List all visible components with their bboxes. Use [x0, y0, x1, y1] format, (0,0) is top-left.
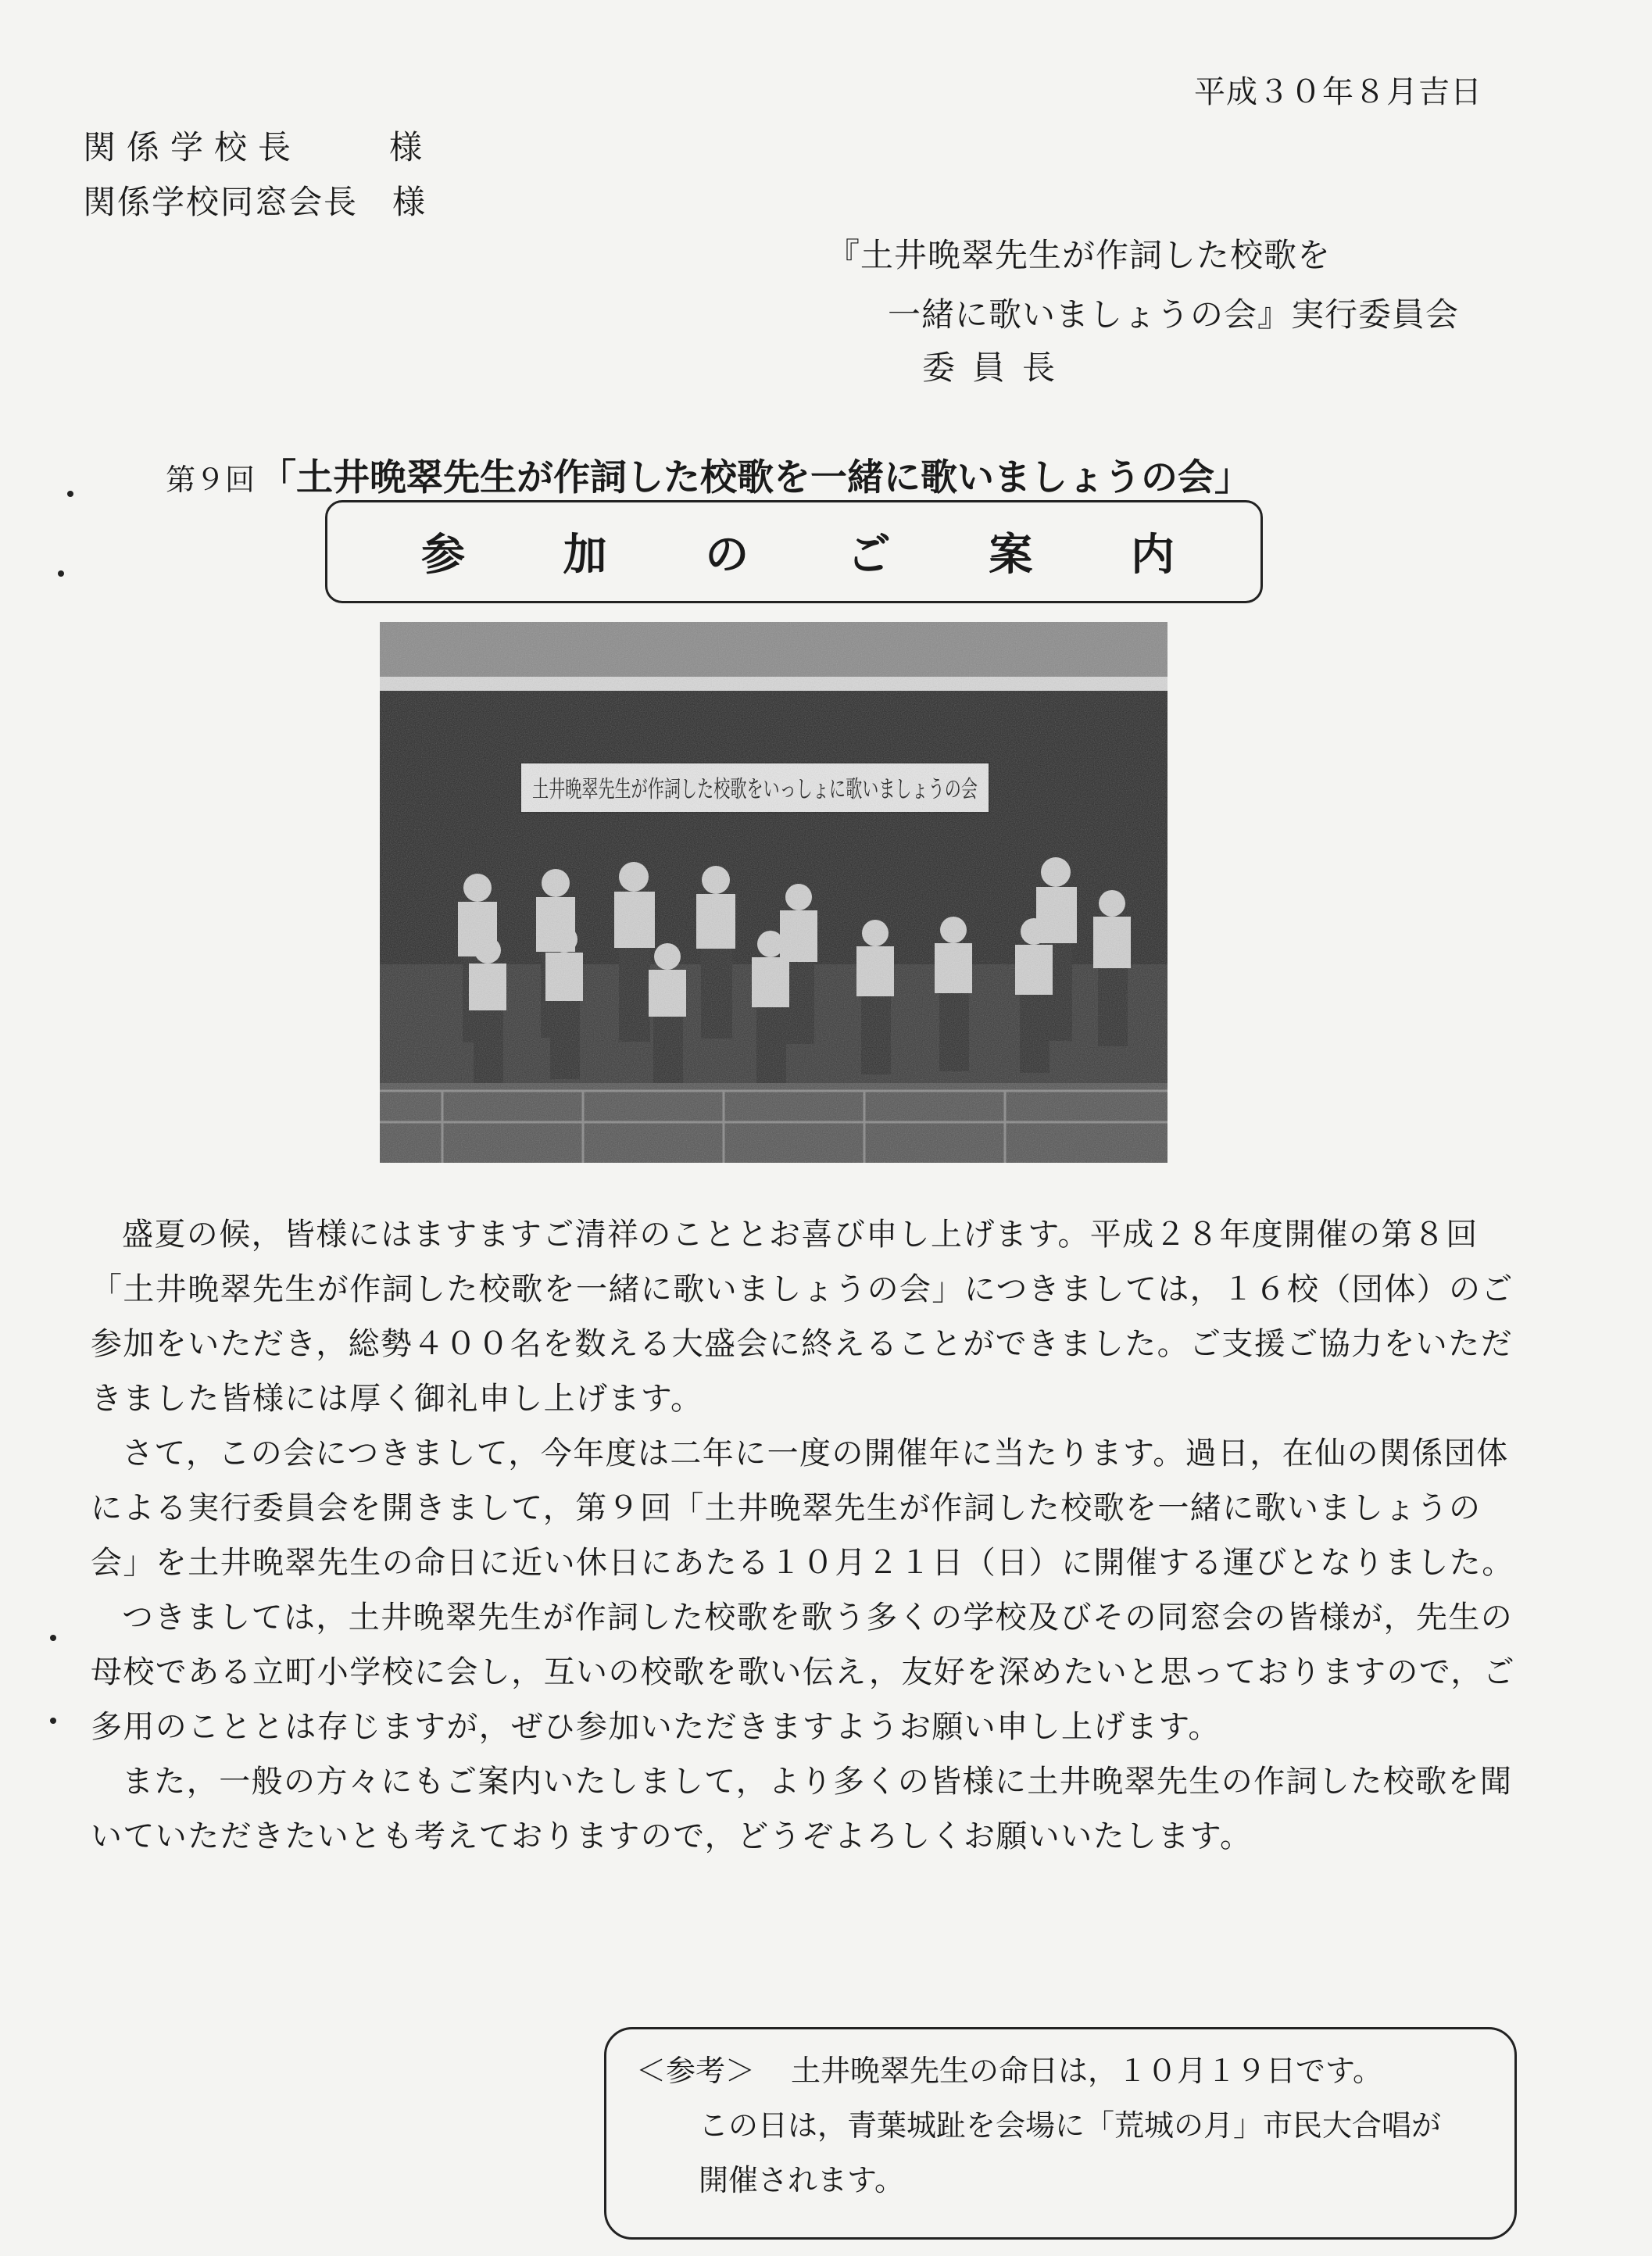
heading-char: 参	[421, 530, 465, 581]
document-date: 平成３０年８月吉日	[1194, 74, 1482, 110]
scan-mark	[67, 491, 73, 497]
body-paragraph: 盛夏の候，皆様にはますますご清祥のこととお喜び申し上げます。平成２８年度開催の第８回「土井晩翠先生が作詞した校歌を一緒に歌いましょうの会」につきましては，１６校（団体）のご参加をいただき，総勢４００名を数える大盛会に終えることができました。ご支援ご協力をいただきました皆様には厚く御礼申し上げます。	[91, 1217, 1514, 1417]
addressee-principals: 関係学校長 様	[83, 128, 434, 166]
body-paragraph: つきましては，土井晩翠先生が作詞した校歌を歌う多くの学校及びその同窓会の皆様が，先生の母校である立町小学校に会し，互いの校歌を歌い伝え，友好を深めたいと思っておりますので，ご多用のこととは存じますが，ぜひ参加いただきますようお願い申し上げます。	[91, 1600, 1516, 1745]
body-paragraph: さて，この会につきまして，今年度は二年に一度の開催年に当たります。過日，在仙の関係団体による実行委員会を開きまして，第９回「土井晩翠先生が作詞した校歌を一緒に歌いましょうの会」を土井晩翠先生の命日に近い休日にあたる１０月２１日（日）に開催する運びとなりました。	[91, 1435, 1514, 1581]
scan-mark	[58, 570, 64, 577]
body-paragraph: また，一般の方々にもご案内いたしまして，より多くの皆様に土井晩翠先生の作詞した校歌を聞いていただきたいとも考えておりますので，どうぞよろしくお願いいたします。	[91, 1764, 1513, 1854]
addressee-alumni-presidents: 関係学校同窓会長 様	[83, 183, 427, 221]
event-number: 第９回	[166, 463, 256, 497]
reference-label: ＜参考＞	[636, 2054, 756, 2088]
invitation-heading-box	[325, 500, 1263, 603]
reference-line-1	[636, 2043, 1499, 2098]
event-photo	[380, 622, 1167, 1163]
scan-mark	[50, 1635, 56, 1641]
heading-char: 加	[563, 530, 607, 581]
heading-char: 案	[989, 530, 1033, 581]
event-name: 「土井晩翠先生が作詞した校歌を一緒に歌いましょうの会」	[259, 456, 1252, 499]
event-title	[166, 449, 1251, 501]
reference-line-2: この日は，青葉城趾を会場に「荒城の月」市民大合唱が	[699, 2108, 1442, 2143]
sender-line-1: 『土井晩翠先生が作詞した校歌を	[827, 236, 1332, 274]
reference-line-3: 開催されます。	[699, 2163, 904, 2197]
reference-note-box	[604, 2027, 1517, 2240]
sender-title: 委員長	[922, 349, 1073, 387]
heading-char: の	[705, 530, 749, 581]
reference-text-1: 土井晩翠先生の命日は，１０月１９日です。	[791, 2054, 1382, 2088]
scan-mark	[50, 1718, 56, 1724]
heading-char: ご	[846, 530, 891, 581]
letter-body	[91, 1207, 1525, 1864]
heading-char: 内	[1130, 530, 1175, 581]
sender-line-2: 一緒に歌いましょうの会』実行委員会	[888, 295, 1460, 334]
